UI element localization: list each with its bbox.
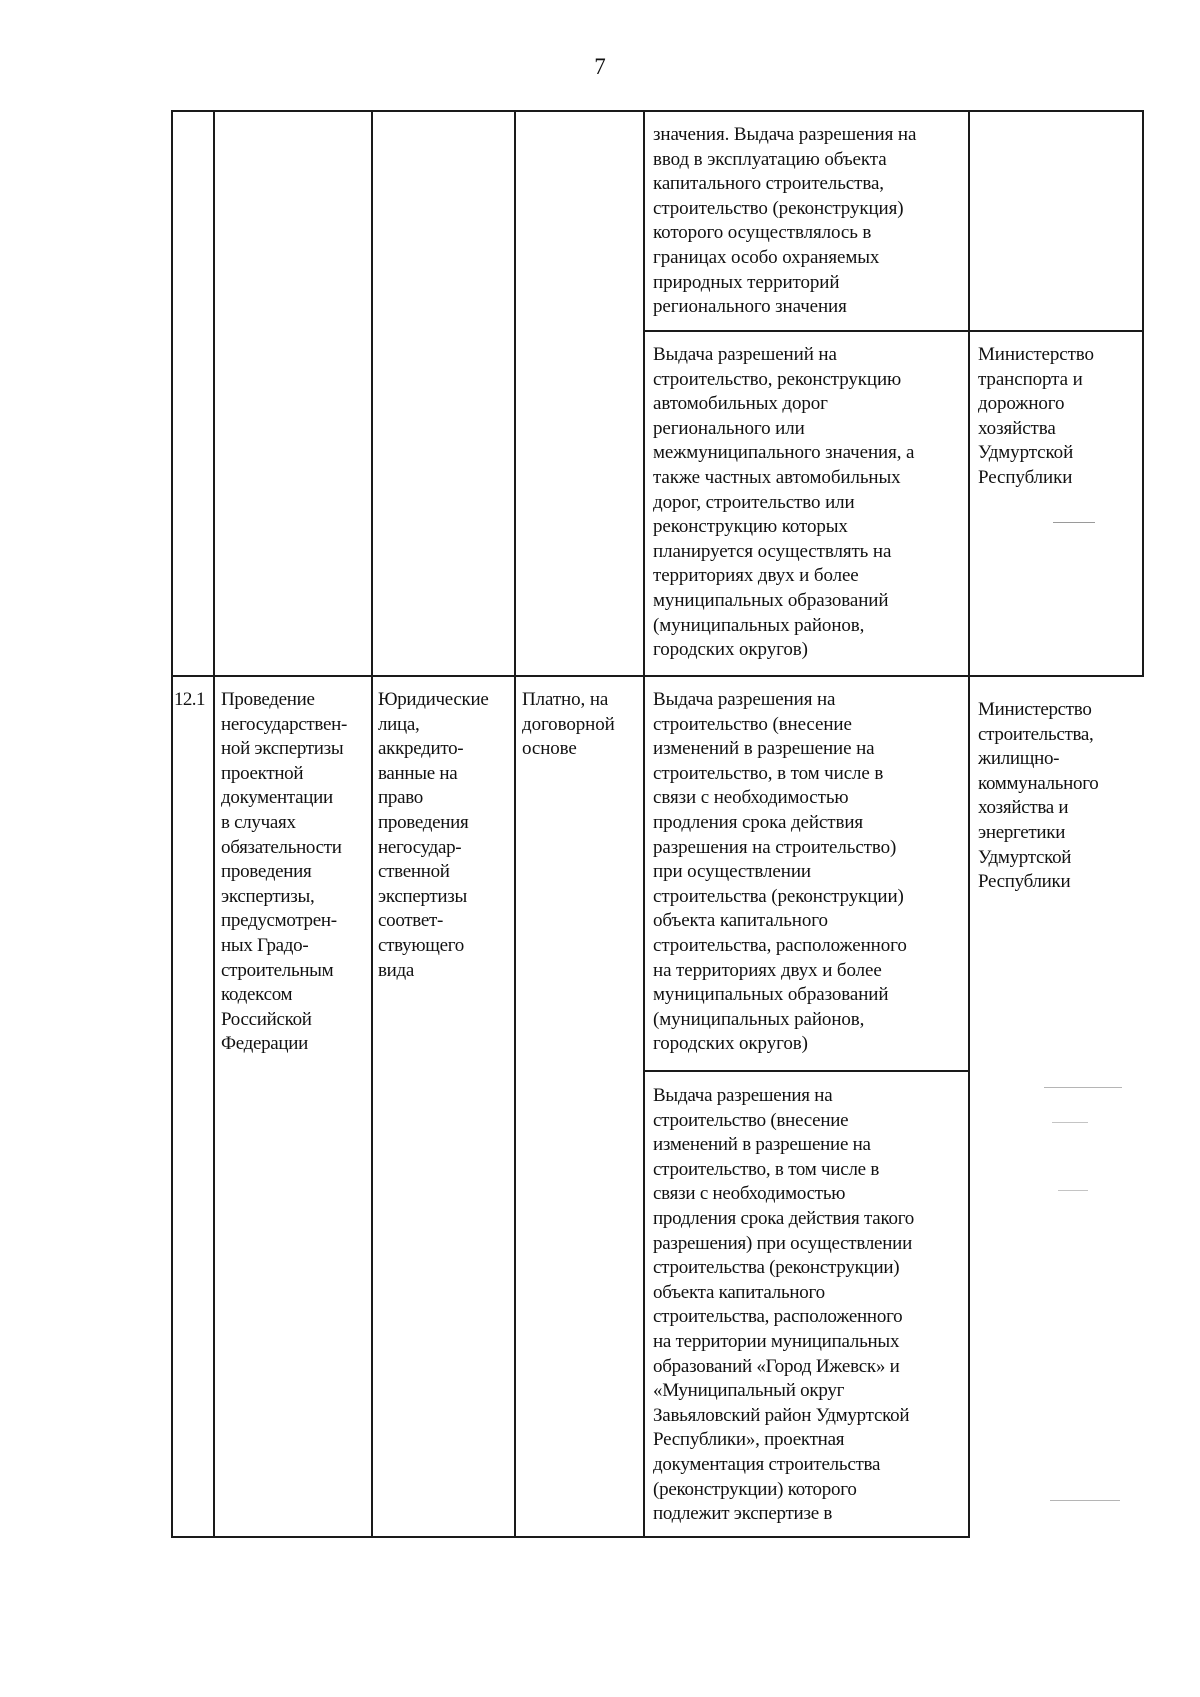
row-divider-12-1 xyxy=(171,675,1144,677)
column-divider-5 xyxy=(968,110,970,1538)
continuation-activity-cell: значения. Выдача разрешения на ввод в эксплуатацию объекта капитального строительства, строительство (реконструкция) которого осуществлялось в границах особо охраняемых природных территорий регионального значения xyxy=(653,124,917,318)
service-providers-cell: Юридические лица, аккредито- ванные на право проведения негосудар- ственной экспертизы соответ- ствующего вида xyxy=(378,689,489,981)
row-number-12-1: 12.1 xyxy=(174,689,205,710)
izhevsk-permit-activity-cell: Выдача разрешения на строительство (внесение изменений в разрешение на строительство, в том числе в связи с необходимостью продления срока действия такого разрешения) при осуществлении строительства (реконструкции) объекта капитального строительства, расположенного на территории муниципальных образований «Город Ижевск» и «Муниципальный округ Завьяловский район Удмуртской Республики», проектная документация строительства (реконструкции) которого подлежит экспертизе в xyxy=(653,1085,915,1525)
column-divider-4 xyxy=(643,110,645,1538)
scan-artifact xyxy=(1044,1087,1122,1088)
table-border-left xyxy=(171,110,173,1538)
table-border-bottom xyxy=(171,1536,970,1538)
construction-permit-activity-cell: Выдача разрешения на строительство (внесение изменений в разрешение на строительство, в том числе в связи с необходимостью продления срока действия разрешения на строительство) при осуществлении строительства (реконструкции) объекта капитального строительства, расположенного на территориях двух и более муниципальных образований (муниципальных районов, городских округов) xyxy=(653,689,907,1055)
column-divider-1 xyxy=(213,110,215,1538)
table-border-top xyxy=(171,110,1144,112)
payment-terms-cell: Платно, на договорной основе xyxy=(522,689,615,760)
page-number: 7 xyxy=(594,54,606,79)
subrow-divider-12-1 xyxy=(643,1070,970,1072)
subrow-divider-top xyxy=(643,330,1144,332)
table-border-right xyxy=(1142,110,1144,675)
scan-artifact xyxy=(1052,1122,1088,1123)
construction-permit-authority-cell: Министерство строительства, жилищно- коммунального хозяйства и энергетики Удмуртской Республики xyxy=(978,699,1099,893)
scan-artifact xyxy=(1050,1500,1120,1501)
service-name-cell: Проведение негосударствен- ной экспертизы проектной документации в случаях обязательности проведения экспертизы, предусмотрен- ных Градо- строительным кодексом Российской Федерации xyxy=(221,689,348,1055)
road-permits-activity-cell: Выдача разрешений на строительство, реконструкцию автомобильных дорог регионального или межмуниципального значения, а также частных автомобильных дорог, строительство или реконструкцию которых планируется осуществлять на территориях двух и более муниципальных образований (муниципальных районов, городских округов) xyxy=(653,344,915,661)
services-table xyxy=(171,110,1144,1538)
scan-artifact xyxy=(1058,1190,1088,1191)
scan-artifact xyxy=(1053,522,1095,523)
road-permits-authority-cell: Министерство транспорта и дорожного хозяйства Удмуртской Республики xyxy=(978,344,1094,488)
